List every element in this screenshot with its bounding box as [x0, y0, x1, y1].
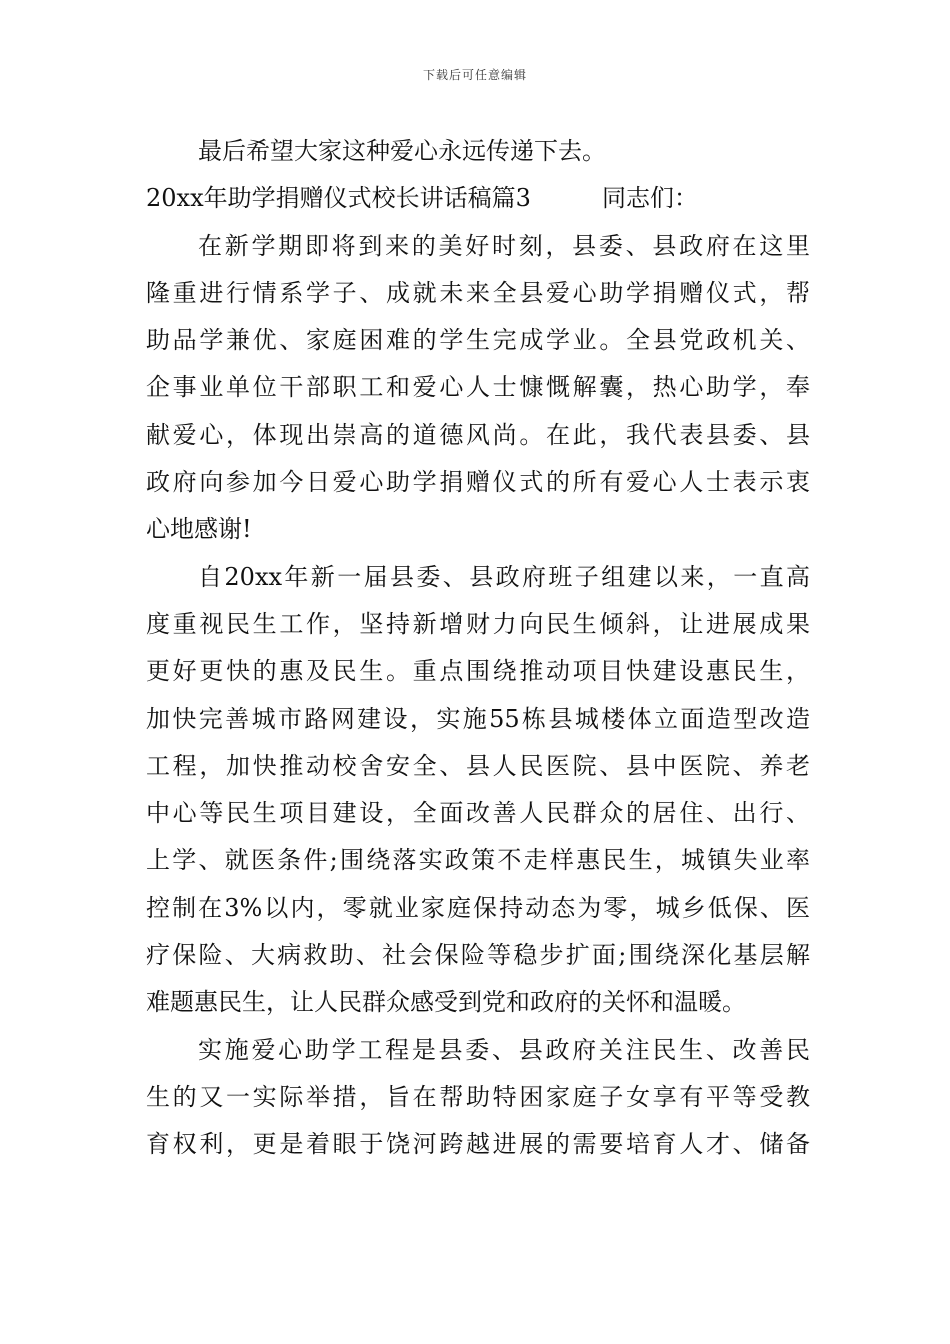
paragraph-line: 难题惠民生，让人民群众感受到党和政府的关怀和温暖。: [146, 988, 746, 1017]
paragraph-line: 最后希望大家这种爱心永远传递下去。: [198, 137, 606, 165]
paragraph-line: 企事业单位干部职工和爱心人士慷慨解囊，热心助学，奉: [146, 373, 810, 402]
paragraph-line: 自20xx年新一届县委、县政府班子组建以来，一直高: [198, 562, 810, 591]
paragraph-line: 度重视民生工作，坚持新增财力向民生倾斜，让进展成果: [146, 609, 810, 638]
page-header: 下载后可任意编辑: [422, 68, 527, 82]
paragraph-line: 育权利，更是着眼于饶河跨越进展的需要培育人才、储备: [146, 1130, 810, 1159]
paragraph-line: 工程，加快推动校舍安全、县人民医院、县中医院、养老: [146, 751, 810, 780]
paragraph-line: 隆重进行情系学子、成就未来全县爱心助学捐赠仪式，帮: [146, 278, 810, 307]
greeting: 同志们：: [602, 184, 698, 213]
paragraph-line: 心地感谢!: [146, 515, 252, 544]
paragraph-line: 生的又一实际举措，旨在帮助特困家庭子女享有平等受教: [146, 1082, 810, 1111]
section-title-row: [146, 175, 810, 222]
document-body: [146, 128, 810, 1169]
paragraph-line: 实施爱心助学工程是县委、县政府关注民生、改善民: [198, 1035, 810, 1064]
paragraph-line: 在新学期即将到来的美好时刻，县委、县政府在这里: [198, 231, 810, 260]
paragraph-line: 中心等民生项目建设，全面改善人民群众的居住、出行、: [146, 799, 810, 828]
paragraph-line: 疗保险、大病救助、社会保险等稳步扩面;围绕深化基层解: [146, 941, 810, 970]
paragraph-line: 更好更快的惠及民生。重点围绕推动项目快建设惠民生，: [146, 657, 810, 686]
paragraph-line: 献爱心，体现出崇高的道德风尚。在此，我代表县委、县: [146, 420, 810, 449]
paragraph-line: 控制在3%以内，零就业家庭保持动态为零，城乡低保、医: [146, 893, 810, 922]
paragraph-line: 政府向参加今日爱心助学捐赠仪式的所有爱心人士表示衷: [146, 468, 810, 497]
paragraph-line: 助品学兼优、家庭困难的学生完成学业。全县党政机关、: [146, 326, 810, 355]
paragraph-line: 上学、就医条件;围绕落实政策不走样惠民生，城镇失业率: [146, 846, 810, 875]
paragraph-line: 加快完善城市路网建设，实施55栋县城楼体立面造型改造: [146, 704, 810, 733]
section-title: 20xx年助学捐赠仪式校长讲话稿篇3: [146, 184, 531, 213]
